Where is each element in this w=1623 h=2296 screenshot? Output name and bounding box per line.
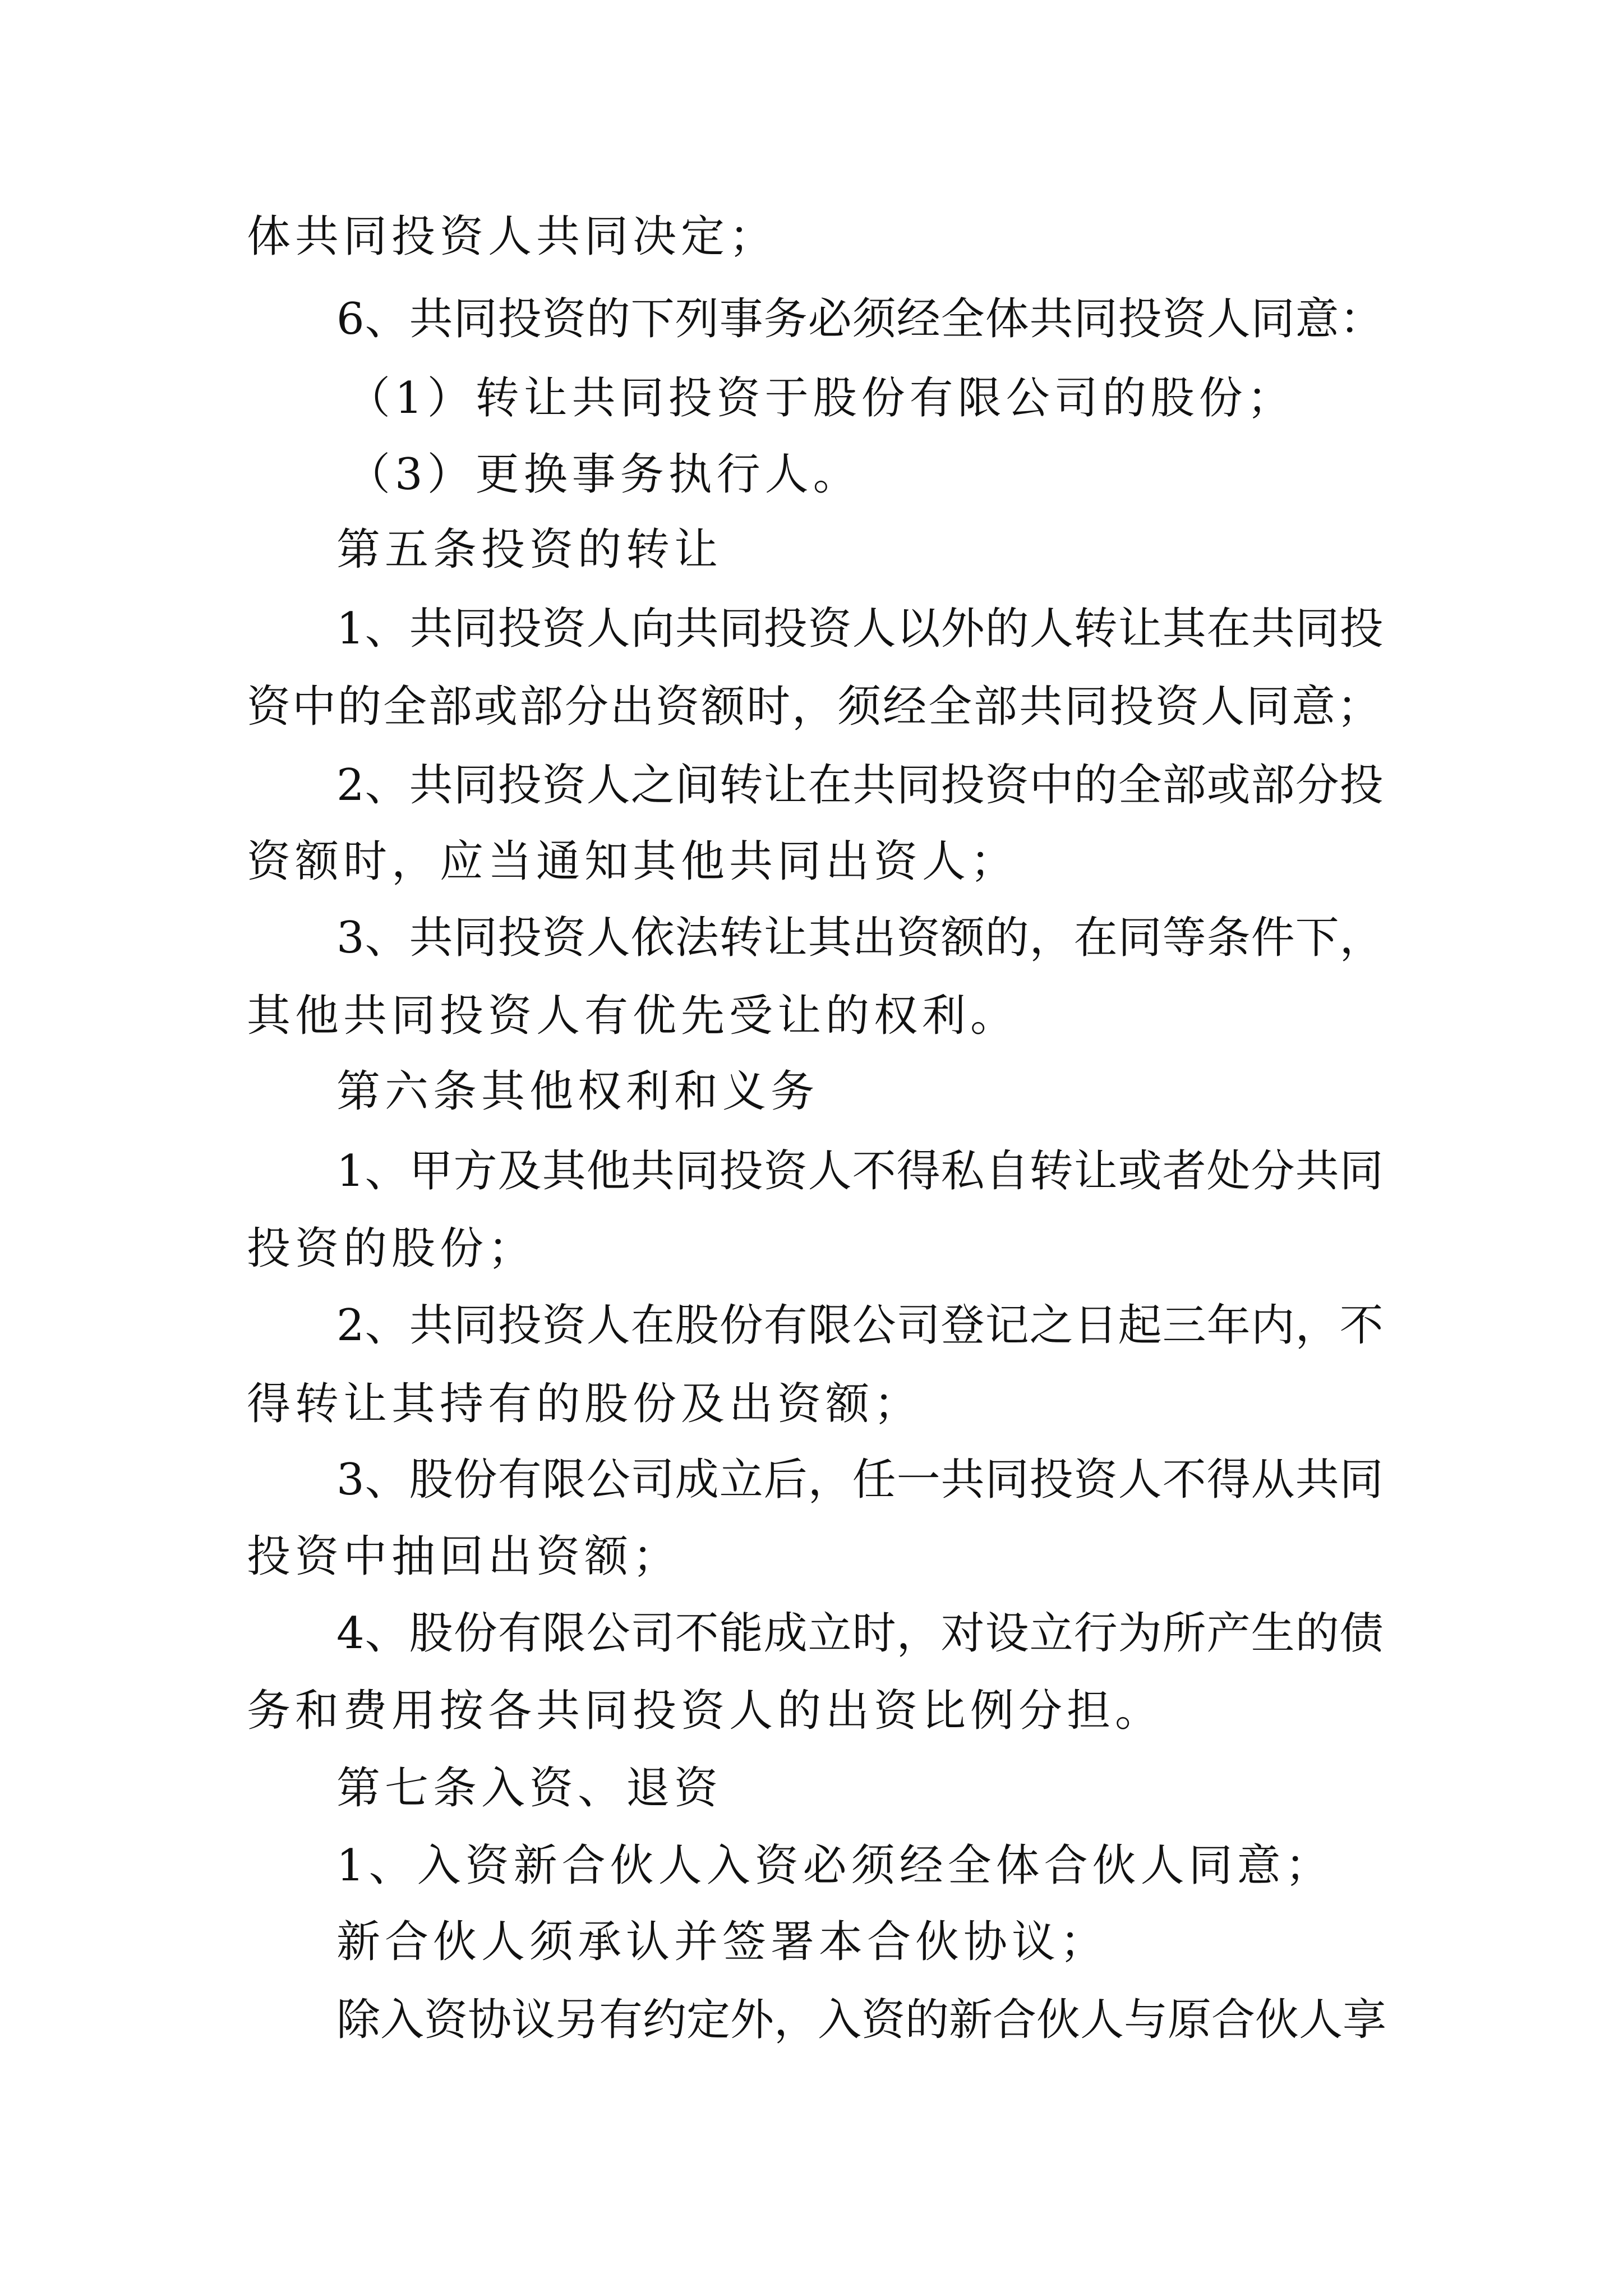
section-heading: 第七条入资、退资 — [336, 1763, 723, 1814]
text-line: 其他共同投资人有优先受让的权利。 — [247, 991, 1019, 1041]
text-line: 2、共同投资人在股份有限公司登记之日起三年内，不 — [336, 1300, 1384, 1351]
text-line: 资中的全部或部分出资额时，须经全部共同投资人同意； — [247, 682, 1383, 732]
text-line: 6、共同投资的下列事务必须经全体共同投资人同意： — [336, 294, 1384, 344]
text-line: 除入资协议另有约定外，入资的新合伙人与原合伙人享 — [336, 1995, 1387, 2045]
text-line: （3）更换事务执行人。 — [347, 449, 861, 500]
text-line: 1、入资新合伙人入资必须经全体合伙人同意； — [336, 1841, 1334, 1891]
text-line: 务和费用按各共同投资人的出资比例分担。 — [247, 1686, 1164, 1736]
text-line: 3、共同投资人依法转让其出资额的，在同等条件下， — [336, 913, 1384, 963]
text-line: 3、股份有限公司成立后，任一共同投资人不得从共同 — [336, 1455, 1384, 1505]
text-line: 投资的股份； — [247, 1223, 537, 1274]
text-line: 1、共同投资人向共同投资人以外的人转让其在共同投 — [336, 604, 1384, 654]
text-line: 4、股份有限公司不能成立时，对设立行为所产生的债 — [336, 1608, 1384, 1659]
section-heading: 第五条投资的转让 — [336, 524, 723, 575]
text-line: 2、共同投资人之间转让在共同投资中的全部或部分投 — [336, 760, 1384, 811]
text-line: （1）转让共同投资于股份有限公司的股份； — [347, 373, 1295, 424]
section-heading: 第六条其他权利和义务 — [336, 1066, 819, 1117]
text-line: 1、甲方及其他共同投资人不得私自转让或者处分共同 — [336, 1146, 1384, 1197]
text-line: 得转让其持有的股份及出资额； — [247, 1379, 923, 1429]
text-line: 投资中抽回出资额； — [247, 1531, 681, 1582]
text-line: 新合伙人须承认并签署本合伙协议； — [336, 1917, 1109, 1967]
text-line: 体共同投资人共同决定； — [247, 211, 778, 262]
text-line: 资额时，应当通知其他共同出资人； — [247, 836, 1019, 887]
